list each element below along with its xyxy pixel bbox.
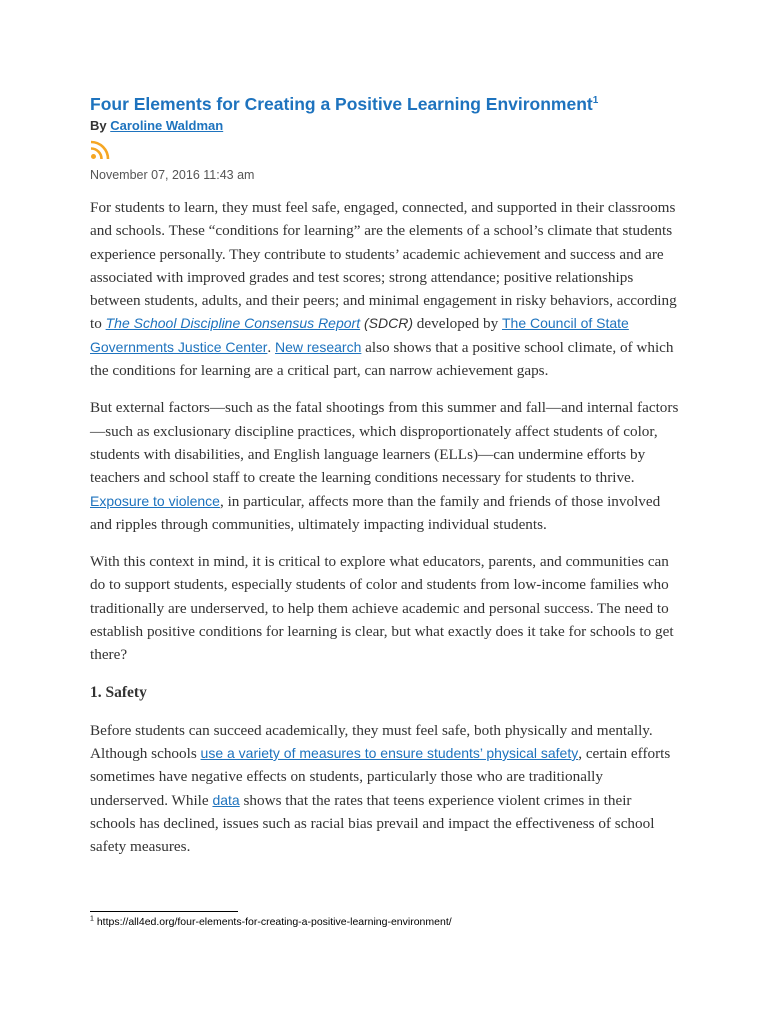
publish-date: November 07, 2016 11:43 am bbox=[90, 168, 255, 182]
footnote-divider bbox=[90, 911, 238, 912]
article-title-text: Four Elements for Creating a Positive Learning Environment bbox=[90, 94, 593, 114]
footnote bbox=[90, 914, 452, 930]
exposure-to-violence-link[interactable]: Exposure to violence bbox=[90, 492, 220, 509]
paragraph-text: For students to learn, they must feel safe, engaged, connected, and supported in their classrooms and schools. These “conditions for learning” are the elements of a school’s climate that students experience personally. They contribute to students’ academic achievement and success and are associated with improved grades and test scores; strong attendance; positive relationships between students, adults, and their peers; and minimal engagement in risky behaviors, according to bbox=[90, 199, 677, 333]
footnote-url: https://all4ed.org/four-elements-for-creating-a-positive-learning-environment/ bbox=[96, 916, 452, 928]
rss-feed-icon[interactable] bbox=[90, 140, 110, 160]
paragraph-3 bbox=[90, 550, 680, 666]
paragraph-4 bbox=[90, 719, 680, 859]
paragraph-text: developed by bbox=[412, 315, 502, 333]
data-link[interactable]: data bbox=[212, 791, 240, 808]
paragraph-text: But external factors—such as the fatal shootings from this summer and fall—and internal factors—such as exclusionary discipline practices, which disproportionately affect students of color, students with disabilities, and English language learners (ELLs)—can undermine efforts by teachers and school staff to create the learning conditions necessary for students to thrive. bbox=[90, 399, 679, 487]
rss-icon bbox=[90, 140, 110, 160]
paragraph-text: also shows that a positive school climate, of which the conditions for learning are a critical part, can narrow achievement gaps. bbox=[90, 338, 674, 380]
sdcr-report-link[interactable]: The School Discipline Consensus Report bbox=[105, 315, 361, 332]
byline-prefix: By bbox=[90, 118, 107, 133]
author-link[interactable]: Caroline Waldman bbox=[110, 118, 224, 133]
csg-justice-center-link[interactable]: The Council of State Governments Justice Center bbox=[90, 315, 629, 355]
new-research-link[interactable]: New research bbox=[275, 338, 362, 355]
sdcr-abbreviation: (SDCR) bbox=[360, 315, 413, 332]
paragraph-text: . bbox=[267, 338, 275, 356]
paragraph-text: Before students can succeed academically, they must feel safe, both physically and mentally. Although schools bbox=[90, 721, 653, 762]
paragraph-text: shows that the rates that teens experience violent crimes in their schools has declined, issues such as racial bias prevail and impact the effectiveness of school safety measures. bbox=[90, 791, 655, 856]
article-title bbox=[90, 92, 680, 116]
byline bbox=[90, 116, 680, 136]
section-heading-safety: 1. Safety bbox=[90, 683, 147, 701]
footnote-marker: 1 bbox=[90, 915, 94, 923]
title-footnote-marker: 1 bbox=[592, 95, 599, 107]
paragraph-text: With this context in mind, it is critical to explore what educators, parents, and communities can do to support students, especially students of color and students from low-income families who traditionally are underserved, to help them achieve academic and personal success. The need to establish positive conditions for learning is clear, but what exactly does it take for schools to get there? bbox=[90, 553, 674, 664]
paragraph-1 bbox=[90, 196, 680, 382]
physical-safety-measures-link[interactable]: use a variety of measures to ensure students’ physical safety bbox=[200, 744, 579, 761]
paragraph-text: , certain efforts sometimes have negative effects on students, particularly those who are traditionally underserved. While bbox=[90, 744, 671, 809]
paragraph-text: , in particular, affects more than the family and friends of those involved and ripples through communities, ultimately impacting individual students. bbox=[90, 492, 661, 533]
article bbox=[90, 92, 680, 858]
paragraph-2 bbox=[90, 396, 680, 536]
